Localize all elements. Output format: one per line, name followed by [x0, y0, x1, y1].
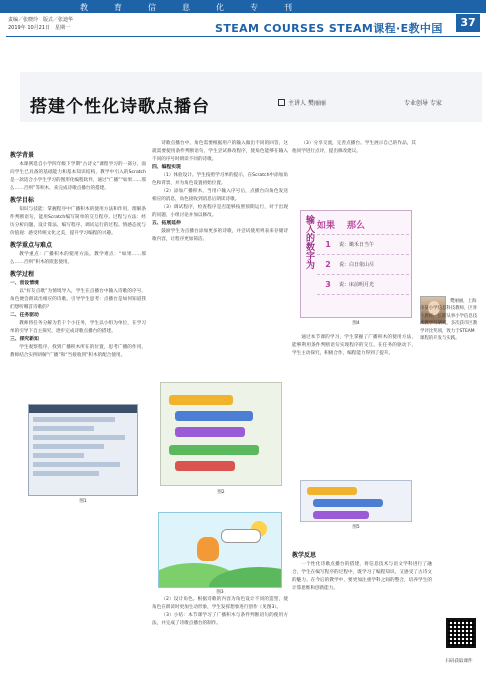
paragraph: 学生观察程序，找到广播积木所在的位置，思考广播的作用，教师结合实例讲解“广播”和“当接收到”积木的配合使用。	[10, 345, 146, 358]
paragraph: 以“好友点歌”为情境导入，学生在点播台中输入诗歌的序号，角色便会朗读出相应的诗歌。引导学生思考：点播台是如何知道我们想听哪首诗歌的？	[10, 289, 146, 310]
paragraph: （2）设计角色。根据诗歌的内容为角色设计不同的造型，使角色在朗读时更加生动形象，学生发挥想象进行创作（见图3）。	[152, 597, 288, 610]
row-action: 说：白日依山尽	[339, 262, 375, 268]
paragraph: （3）调试程序，检查程序是否能够按照预期运行，对于出现的问题，小组讨论并加以修改。	[152, 205, 288, 218]
section-heading: 教学重点与难点	[10, 242, 53, 249]
table-row	[317, 275, 409, 295]
text-column-3-middle	[292, 334, 416, 474]
figure-2-code-blocks	[160, 382, 282, 486]
paragraph: 教学重点：广播积木的使用方法。教学难点：“如果……那么……否则”积木的嵌套使用。	[10, 252, 146, 265]
figure-1-code-lines	[33, 417, 135, 480]
header-bar-char: 信	[148, 3, 182, 12]
subsection-heading: 四、编程实现	[152, 165, 181, 170]
row-number: 1	[325, 240, 331, 249]
figure-3-caption: 图3	[216, 590, 224, 595]
code-block-broadcast	[175, 461, 235, 471]
qr-caption: 扫码获取课件	[445, 659, 473, 664]
row-number: 3	[325, 280, 331, 289]
paragraph: 鼓励学生为点播台添加更多的诗歌，并尝试使用列表来存储诗歌内容，让程序更加简洁。	[152, 229, 288, 242]
section-heading: 教学反思	[292, 552, 317, 559]
figure-1-toolbar	[29, 405, 137, 413]
header-brand: STEAM COURSES STEAM课程·E教中国	[215, 22, 443, 35]
table-row	[317, 255, 409, 275]
table-row	[317, 235, 409, 255]
paragraph: （1）体验设计。学生按照学习单的提示，在Scratch中添加角色和背景，并为角色设置初始位置。	[152, 173, 288, 186]
author-bio: 樊丽丽，上海市某小学信息科技教师，区骨干教师，长期从事小学信息技术教学与研究，多次获市区教学评比奖项，致力于STEAM课程的开发与实践。	[420, 299, 478, 342]
text-column-2	[152, 140, 288, 380]
header-bar-char: 刊	[284, 3, 318, 12]
figure-3-stage	[158, 512, 282, 588]
then-label: 那么	[347, 221, 366, 231]
paragraph: 教师将任务分解为若干个小任务，学生以小组为单位，在学习单的引导下自主探究，逐步完成诗歌点播台的搭建。	[10, 321, 146, 334]
paragraph: 诗歌点播台中，角色需要根据用户的输入做出不同的回答，这就需要使用条件判断语句，学生尝试修改程序，使角色能够在输入不同的序号时朗读不同的诗歌。	[152, 141, 288, 162]
page-number: 37	[456, 14, 480, 32]
text-column-3-top	[292, 140, 416, 180]
header-rule	[6, 36, 480, 37]
figure-1-screenshot	[28, 404, 138, 496]
sprite-character-icon	[197, 537, 219, 561]
subsection-heading: 五、拓展延伸	[152, 221, 181, 226]
paragraph: （3）小结：本节课学习了广播积木与条件判断语句的使用方法，并完成了诗歌点播台的制作。	[152, 613, 288, 626]
code-block-event	[307, 487, 357, 495]
paragraph: （2）添加广播积木，当用户输入序号后，点播台向角色发送相应的消息，角色接收到消息后朗读诗歌。	[152, 189, 288, 202]
article-title: 搭建个性化诗歌点播台	[30, 97, 210, 117]
row-action: 说：床前明月光	[339, 282, 375, 288]
figure-4-caption: 图4	[352, 321, 360, 326]
header-bar-char: 育	[114, 3, 148, 12]
subsection-heading: 一、创设情境	[10, 281, 39, 286]
if-label: 如果	[317, 221, 336, 231]
figure-4-if-then-table	[300, 210, 412, 318]
code-block-motion	[175, 411, 253, 421]
row-number: 2	[325, 260, 331, 269]
text-column-3-bottom	[292, 548, 432, 686]
code-block-looks	[313, 511, 369, 519]
speech-bubble	[221, 529, 261, 543]
subsection-heading: 三、探究新知	[10, 337, 39, 342]
figure-1-caption: 图1	[79, 499, 87, 504]
figure-5-blocks	[300, 480, 412, 522]
code-block-control	[169, 445, 259, 455]
paragraph: 知识与技能：掌握程序中广播积木的使用方法和作用，理解条件判断语句，能用Scratch编写简单的交互程序。过程与方法：经历分析问题、设计算法、编写程序、调试运行的过程。情感态度与价值观：感受传统文化之美，提升学习编程的兴趣。	[10, 207, 146, 236]
subsection-heading: 二、任务驱动	[10, 313, 39, 318]
section-heading: 教学过程	[10, 271, 35, 278]
paragraph: 本课例选自小学四年级下学期“古诗文”课程学习的一部分，面向学生已具备的基础能力和基本知识结构，教学中引入的Scratch是一款适合小学生学习的图形化编程软件，通过“广播”“如果……那么……否则”等积木，来完成诗歌点播台的搭建。	[10, 162, 146, 191]
header-editor-info: 责编／张晓玲 版式／张迪华	[8, 17, 74, 23]
code-block-looks	[175, 427, 245, 437]
article-label: 专业创导 专家	[404, 100, 442, 107]
qr-code-icon[interactable]	[446, 618, 476, 648]
section-heading: 教学背景	[10, 152, 35, 159]
section-heading: 教学目标	[10, 197, 35, 204]
row-action: 说：锄禾日当午	[339, 242, 375, 248]
code-block-broadcast	[313, 499, 383, 507]
header-bar-char: 化	[216, 3, 250, 12]
figure-4-side-label: 输入的数字为	[304, 215, 314, 269]
header-bar-char: 息	[182, 3, 216, 12]
figure-4-head-row	[317, 215, 409, 235]
figure-5-caption: 图5	[352, 525, 360, 530]
header-date: 2019年 10月21日 星期一	[8, 25, 71, 31]
paragraph: （3）分享交流，完善点播台。学生展示自己的作品，其他同学进行点评，提出修改建议。	[292, 141, 416, 154]
paragraph: 一个性化诗歌点播台的搭建，将信息技术与语文学科进行了融合，学生在编写程序的过程中，既学习了编程知识，又感受了古诗文的魅力。在今后的教学中，要更加注重学科之间的整合，培养学生的计算思维和创新能力。	[292, 562, 432, 591]
text-column-2-lower	[152, 596, 288, 680]
code-block-event	[169, 395, 233, 405]
header-bar-char: 教	[80, 3, 114, 12]
article-author: 主讲人 樊丽丽	[288, 100, 326, 107]
header-bar-char: 专	[250, 3, 284, 12]
author-square-icon	[278, 99, 285, 106]
figure-2-caption: 图2	[217, 490, 225, 495]
header-bar-characters	[80, 2, 318, 13]
paragraph: 通过本节课的学习，学生掌握了广播积木的使用方法，能够利用条件判断语句实现程序的交互。在任务的驱动下，学生主动探究，积极合作，编程能力得到了提升。	[292, 335, 416, 356]
